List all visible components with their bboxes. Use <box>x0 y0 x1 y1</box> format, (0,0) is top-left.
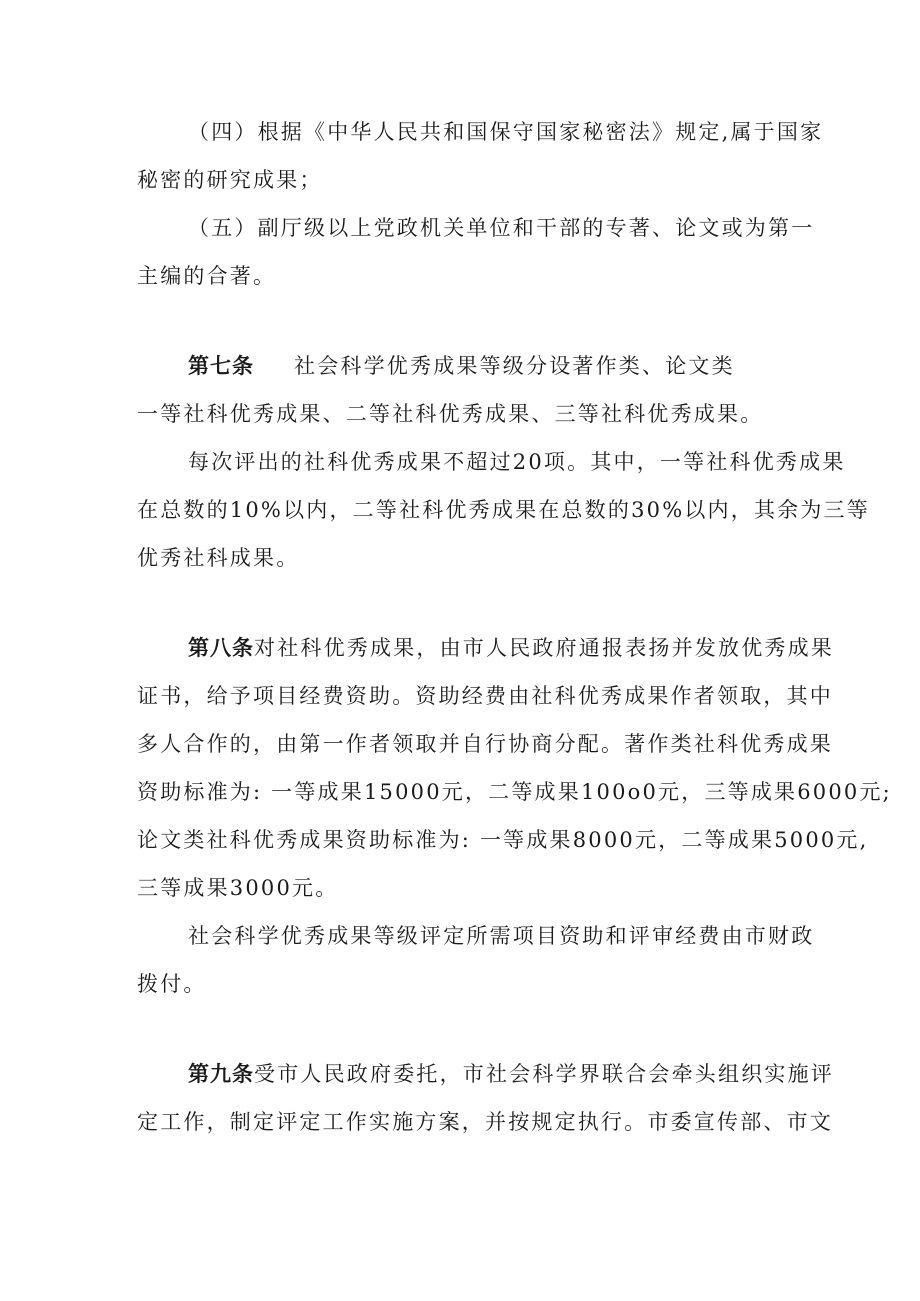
article-7-line <box>188 352 735 380</box>
paragraph-line: 优秀社科成果。 <box>137 546 300 570</box>
paragraph-line: 定工作，制定评定工作实施方案，并按规定执行。市委宣传部、市文 <box>137 1110 833 1134</box>
paragraph-line: 主编的合著。 <box>137 264 277 288</box>
paragraph-line: （五）副厅级以上党政机关单位和干部的专著、论文或为第一 <box>188 216 815 240</box>
paragraph-line: 秘密的研究成果； <box>137 168 323 192</box>
paragraph-line: 多人合作的，由第一作者领取并自行协商分配。著作类社科优秀成果 <box>137 732 833 756</box>
article-8-line <box>188 634 834 662</box>
paragraph-line: 一等社科优秀成果、二等社科优秀成果、三等社科优秀成果。 <box>137 402 764 426</box>
paragraph-line: 每次评出的社科优秀成果不超过20项。其中，一等社科优秀成果 <box>188 450 846 474</box>
article-7-heading: 第七条 <box>188 354 254 378</box>
paragraph-line: 论文类社科优秀成果资助标准为: 一等成果8000元，二等成果5000元, <box>137 828 869 852</box>
article-8-text: 对社科优秀成果，由市人民政府通报表扬并发放优秀成果 <box>254 636 834 660</box>
paragraph-line: 证书，给予项目经费资助。资助经费由社科优秀成果作者领取，其中 <box>137 684 833 708</box>
article-9-text: 受市人民政府委托，市社会科学界联合会牵头组织实施评 <box>254 1062 834 1086</box>
paragraph-line: 拨付。 <box>137 972 207 996</box>
paragraph-line: （四）根据《中华人民共和国保守国家秘密法》规定,属于国家 <box>188 120 824 144</box>
article-9-line <box>188 1060 834 1088</box>
paragraph-line: 在总数的10%以内，二等社科优秀成果在总数的30%以内，其余为三等 <box>137 498 870 522</box>
paragraph-line: 三等成果3000元。 <box>137 876 339 900</box>
article-8-heading: 第八条 <box>188 636 254 660</box>
paragraph-line: 资助标准为: 一等成果15000元，二等成果100o0元，三等成果6000元; <box>137 780 892 804</box>
article-9-heading: 第九条 <box>188 1062 254 1086</box>
paragraph-line: 社会科学优秀成果等级评定所需项目资助和评审经费由市财政 <box>188 924 815 948</box>
article-7-text: 社会科学优秀成果等级分设著作类、论文类 <box>294 354 735 378</box>
